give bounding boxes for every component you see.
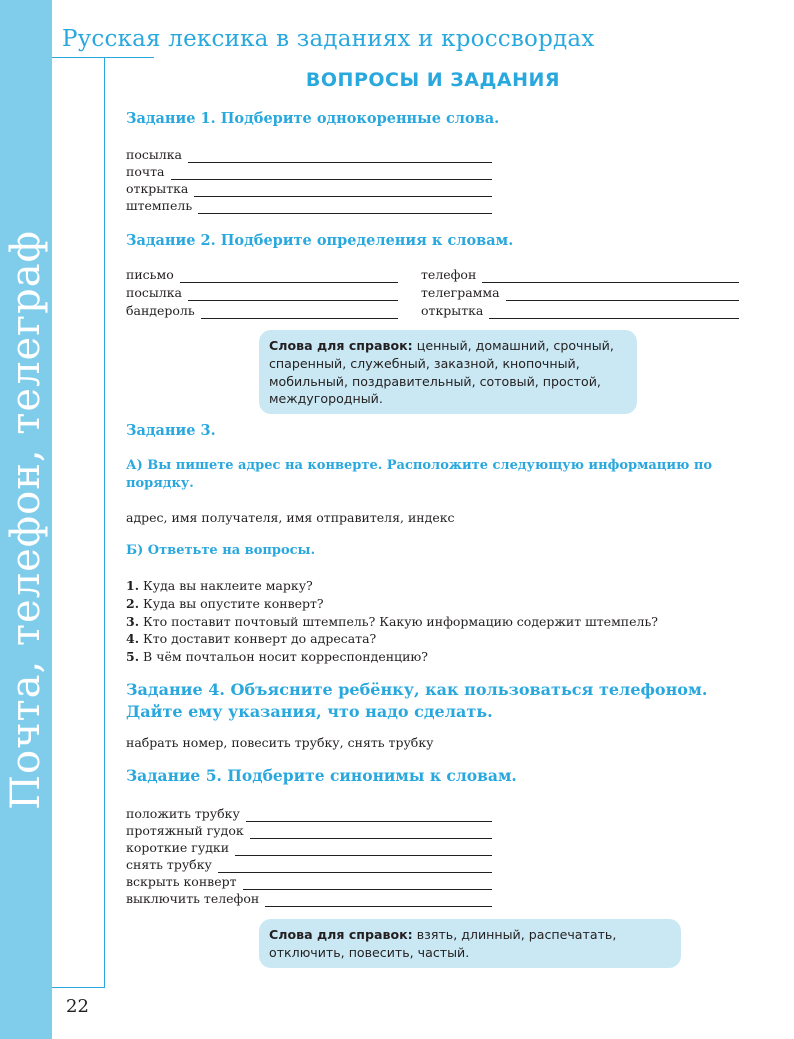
question-item: 3. Кто поставит почтовый штемпель? Какую информацию содержит штемпель?	[126, 613, 658, 629]
task5-row	[126, 856, 492, 873]
reference-words: ценный, домашний, срочный, спаренный, служебный, заказной, кнопочный, мобильный, поздравительный, сотовый, простой, междугородный.	[269, 338, 614, 407]
task1-row	[126, 163, 492, 180]
task1-row	[126, 197, 492, 214]
task2-word: посылка	[126, 285, 183, 300]
task5-row	[126, 805, 492, 822]
task2-word: телефон	[421, 267, 477, 282]
task2-row	[126, 266, 398, 283]
task2-title: Задание 2. Подберите определения к словам.	[126, 232, 514, 249]
task2-word: телеграмма	[421, 285, 500, 300]
header-underline	[52, 57, 154, 58]
task5-row	[126, 839, 492, 856]
task5-row	[126, 822, 492, 839]
task2-word: бандероль	[126, 303, 195, 318]
answer-line[interactable]	[180, 269, 398, 283]
answer-line[interactable]	[482, 269, 739, 283]
answer-line[interactable]	[198, 200, 492, 214]
reference-words: взять, длинный, распечатать, отключить, повесить, частый.	[269, 927, 617, 960]
reference-box	[259, 919, 681, 968]
task1-word: почта	[126, 164, 165, 179]
answer-line[interactable]	[235, 842, 492, 856]
answer-line[interactable]	[265, 893, 492, 907]
task2-row	[421, 302, 739, 319]
task2-row	[126, 284, 398, 301]
task3-title: Задание 3.	[126, 422, 216, 439]
task5-word: протяжный гудок	[126, 823, 244, 838]
sidebar-chapter-title: Почта, телефон, телеграф	[3, 230, 49, 810]
task3-part-b: Б) Ответьте на вопросы.	[126, 543, 316, 558]
task2-word: открытка	[421, 303, 484, 318]
answer-line[interactable]	[250, 825, 492, 839]
task1-row	[126, 180, 492, 197]
task1-row	[126, 146, 492, 163]
answer-line[interactable]	[188, 287, 398, 301]
task1-word: штемпель	[126, 198, 193, 213]
task5-word: положить трубку	[126, 806, 240, 821]
task1-title: Задание 1. Подберите однокоренные слова.	[126, 110, 500, 127]
reference-label: Слова для справок:	[269, 338, 413, 353]
question-item: 4. Кто доставит конверт до адресата?	[126, 631, 377, 647]
task5-row	[126, 873, 492, 890]
reference-box	[259, 330, 637, 414]
task5-word: вскрыть конверт	[126, 874, 237, 889]
answer-line[interactable]	[246, 808, 492, 822]
task5-word: короткие гудки	[126, 840, 230, 855]
answer-line[interactable]	[171, 166, 493, 180]
page-number: 22	[66, 996, 89, 1017]
question-item: 5. В чём почтальон носит корреспонденцию?	[126, 649, 429, 665]
task1-word: посылка	[126, 147, 183, 162]
answer-line[interactable]	[506, 287, 739, 301]
book-title: Русская лексика в заданиях и кроссвордах	[62, 26, 595, 52]
question-item: 2. Куда вы опустите конверт?	[126, 595, 324, 611]
footer-rule	[52, 987, 105, 988]
answer-line[interactable]	[188, 149, 492, 163]
questions-list	[126, 577, 658, 666]
reference-label: Слова для справок:	[269, 927, 413, 942]
question-item: 1. Куда вы наклеите марку?	[126, 578, 313, 593]
sidebar-band	[0, 0, 52, 1039]
task4-title: Задание 4. Объясните ребёнку, как пользоваться телефоном. Дайте ему указания, что надо сделать.	[126, 680, 708, 721]
task5-title: Задание 5. Подберите синонимы к словам.	[126, 766, 517, 785]
task3-part-a-words: адрес, имя получателя, имя отправителя, индекс	[126, 510, 455, 525]
margin-rule	[104, 57, 105, 988]
answer-line[interactable]	[243, 876, 492, 890]
section-heading: ВОПРОСЫ И ЗАДАНИЯ	[305, 69, 561, 91]
task5-word: выключить телефон	[126, 891, 260, 906]
task5-word: снять трубку	[126, 857, 212, 872]
task2-word: письмо	[126, 267, 174, 282]
answer-line[interactable]	[218, 859, 492, 873]
task1-word: открытка	[126, 181, 189, 196]
task2-row	[126, 302, 398, 319]
task5-row	[126, 890, 492, 907]
answer-line[interactable]	[201, 305, 398, 319]
task4-words: набрать номер, повесить трубку, снять трубку	[126, 735, 434, 750]
answer-line[interactable]	[194, 183, 492, 197]
answer-line[interactable]	[489, 305, 739, 319]
task3-part-a: А) Вы пишете адрес на конверте. Расположите следующую информацию по порядку.	[126, 458, 713, 491]
task2-row	[421, 266, 739, 283]
task2-row	[421, 284, 739, 301]
